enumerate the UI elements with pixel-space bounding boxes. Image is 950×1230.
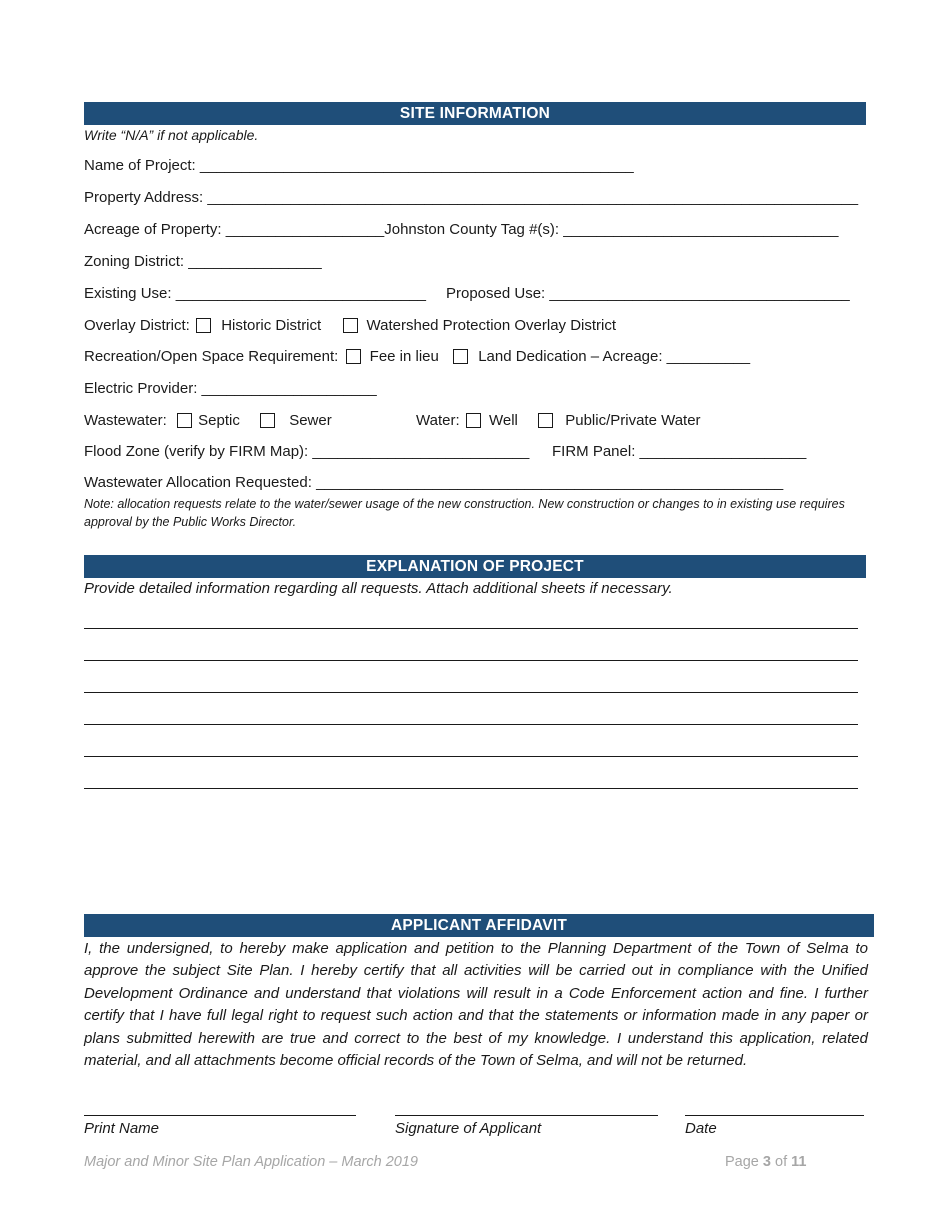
footer-page-number xyxy=(725,1154,806,1170)
electric-provider-field[interactable]: Electric Provider: _____________________ xyxy=(84,380,377,397)
signature-line[interactable] xyxy=(395,1115,658,1116)
land-dedication-field[interactable]: Land Dedication – Acreage: __________ xyxy=(478,348,751,365)
explanation-header: EXPLANATION OF PROJECT xyxy=(84,555,866,578)
septic-label: Septic xyxy=(198,412,240,429)
site-information-header: SITE INFORMATION xyxy=(84,102,866,125)
overlay-district-label: Overlay District: xyxy=(84,317,190,334)
water-label: Water: xyxy=(416,412,460,429)
public-private-water-checkbox[interactable] xyxy=(538,413,553,428)
watershed-overlay-label: Watershed Protection Overlay District xyxy=(366,317,617,334)
sewer-checkbox[interactable] xyxy=(260,413,275,428)
property-address-field[interactable]: Property Address: ______________________________________________________________________________ xyxy=(84,189,859,206)
date-label: Date xyxy=(685,1120,717,1137)
recreation-requirement-row xyxy=(84,348,750,365)
historic-district-label: Historic District xyxy=(221,317,322,334)
explanation-line-1[interactable] xyxy=(84,628,858,629)
watershed-overlay-checkbox[interactable] xyxy=(343,318,358,333)
septic-checkbox[interactable] xyxy=(177,413,192,428)
well-checkbox[interactable] xyxy=(466,413,481,428)
fee-in-lieu-label: Fee in lieu xyxy=(369,348,439,365)
page-of: of xyxy=(775,1154,788,1170)
zoning-district-field[interactable]: Zoning District: ________________ xyxy=(84,253,322,270)
recreation-label: Recreation/Open Space Requirement: xyxy=(84,348,339,365)
overlay-district-row xyxy=(84,317,616,334)
explanation-line-2[interactable] xyxy=(84,660,858,661)
explanation-line-3[interactable] xyxy=(84,692,858,693)
date-line[interactable] xyxy=(685,1115,864,1116)
well-label: Well xyxy=(488,412,518,429)
sewer-label: Sewer xyxy=(289,412,332,429)
public-private-water-label: Public/Private Water xyxy=(565,412,701,429)
flood-zone-field[interactable]: Flood Zone (verify by FIRM Map): __________________________ xyxy=(84,443,530,460)
print-name-line[interactable] xyxy=(84,1115,356,1116)
wastewater-row xyxy=(84,412,332,429)
fee-in-lieu-checkbox[interactable] xyxy=(346,349,361,364)
page-total: 11 xyxy=(791,1154,807,1170)
water-row xyxy=(416,412,701,429)
page-current: 3 xyxy=(762,1154,771,1170)
acreage-and-tag-field[interactable]: Acreage of Property: ___________________Johnston County Tag #(s): _________________________________ xyxy=(84,221,839,238)
wastewater-label: Wastewater: xyxy=(84,412,167,429)
page-prefix: Page xyxy=(725,1154,759,1170)
site-information-instruction: Write “N/A” if not applicable. xyxy=(84,127,259,143)
affidavit-text: I, the undersigned, to hereby make application and petition to the Planning Department of the Town of Selma to approve the subject Site Plan. I hereby certify that all activities will be carried out in compliance with the Unified Development Ordinance and understand that violations will result in a Code Enforcement action and fine. I further certify that I have full legal right to request such action and that the statements or information made in any paper or plans submitted herewith are true and correct to the best of my knowledge. I understand this application, related material, and all attachments become official records of the Town of Selma, and will not be returned. xyxy=(84,940,868,1070)
land-dedication-checkbox[interactable] xyxy=(453,349,468,364)
wastewater-allocation-field[interactable]: Wastewater Allocation Requested: ________________________________________________________ xyxy=(84,474,784,491)
existing-use-field[interactable]: Existing Use: ______________________________ xyxy=(84,285,426,302)
name-of-project-field[interactable]: Name of Project: ____________________________________________________ xyxy=(84,157,634,174)
explanation-instruction: Provide detailed information regarding all requests. Attach additional sheets if necessary. xyxy=(84,580,673,597)
explanation-line-4[interactable] xyxy=(84,724,858,725)
explanation-line-6[interactable] xyxy=(84,788,858,789)
affidavit-header: APPLICANT AFFIDAVIT xyxy=(84,914,874,937)
proposed-use-field[interactable]: Proposed Use: ____________________________________ xyxy=(446,285,850,302)
allocation-note: Note: allocation requests relate to the water/sewer usage of the new construction. New construction or changes to in existing use requires approval by the Public Works Director. xyxy=(84,497,845,529)
print-name-label: Print Name xyxy=(84,1120,160,1137)
explanation-line-5[interactable] xyxy=(84,756,858,757)
firm-panel-field[interactable]: FIRM Panel: ____________________ xyxy=(552,443,807,460)
footer-title: Major and Minor Site Plan Application – March 2019 xyxy=(84,1154,418,1170)
signature-label: Signature of Applicant xyxy=(395,1120,542,1137)
historic-district-checkbox[interactable] xyxy=(196,318,211,333)
